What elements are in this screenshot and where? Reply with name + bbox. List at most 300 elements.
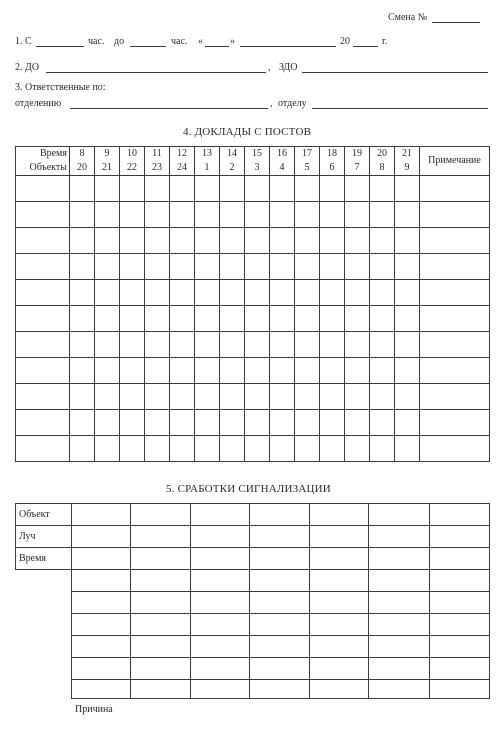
note-header: Примечание: [420, 147, 490, 176]
table-cell[interactable]: [191, 658, 250, 680]
table-cell[interactable]: [170, 436, 195, 462]
table-cell[interactable]: [345, 202, 370, 228]
table-cell[interactable]: [320, 306, 345, 332]
table-cell[interactable]: [430, 548, 490, 570]
table-cell[interactable]: [270, 358, 295, 384]
zdo-label: ЗДО: [279, 62, 298, 73]
time-header: Время: [16, 147, 70, 162]
table-cell[interactable]: [131, 570, 191, 592]
table-cell[interactable]: [220, 436, 245, 462]
table-cell[interactable]: [345, 306, 370, 332]
table-cell[interactable]: [270, 384, 295, 410]
table-cell[interactable]: [95, 280, 120, 306]
table-cell[interactable]: [430, 592, 490, 614]
year-prefix: 20: [340, 36, 350, 47]
table-cell[interactable]: [370, 306, 395, 332]
table-cell[interactable]: [250, 526, 310, 548]
table-cell[interactable]: [295, 228, 320, 254]
table-cell[interactable]: [195, 228, 220, 254]
table-cell[interactable]: [420, 358, 490, 384]
table-cell[interactable]: [95, 410, 120, 436]
table-cell[interactable]: [16, 202, 70, 228]
table-cell[interactable]: [345, 332, 370, 358]
table-cell[interactable]: [420, 254, 490, 280]
table-cell[interactable]: [145, 306, 170, 332]
table-cell[interactable]: [170, 384, 195, 410]
table-cell[interactable]: [370, 384, 395, 410]
blank-label-cell: [16, 680, 72, 699]
blank-label-cell: [16, 636, 72, 658]
table-cell[interactable]: [395, 358, 420, 384]
header-row-time: [16, 147, 490, 162]
table-cell[interactable]: [131, 658, 191, 680]
table-cell[interactable]: [345, 228, 370, 254]
table-cell[interactable]: [16, 410, 70, 436]
table-cell[interactable]: [270, 254, 295, 280]
table-cell[interactable]: [370, 332, 395, 358]
table-row: [16, 332, 490, 358]
table-cell[interactable]: [191, 636, 250, 658]
table-cell[interactable]: [245, 436, 270, 462]
table-cell[interactable]: [345, 358, 370, 384]
table-cell[interactable]: [191, 570, 250, 592]
table-cell[interactable]: [170, 202, 195, 228]
table-cell[interactable]: [120, 306, 145, 332]
table-cell[interactable]: [395, 202, 420, 228]
table-cell[interactable]: [310, 658, 369, 680]
table-cell[interactable]: [120, 254, 145, 280]
table-cell[interactable]: [310, 614, 369, 636]
section4-title: 4. ДОКЛАДЫ С ПОСТОВ: [183, 126, 312, 138]
table-cell[interactable]: [170, 280, 195, 306]
table-cell[interactable]: [16, 280, 70, 306]
table-cell[interactable]: [70, 384, 95, 410]
table-cell[interactable]: [195, 176, 220, 202]
table-cell[interactable]: [220, 254, 245, 280]
hour-top-8: 16: [270, 147, 295, 162]
table-cell[interactable]: [320, 410, 345, 436]
hour-label-1: час.: [88, 36, 105, 47]
table-cell[interactable]: [131, 504, 191, 526]
table-cell[interactable]: [170, 228, 195, 254]
hour-top-4: 12: [170, 147, 195, 162]
table-cell[interactable]: [250, 504, 310, 526]
table-cell[interactable]: [145, 358, 170, 384]
table-cell[interactable]: [345, 410, 370, 436]
table-cell[interactable]: [395, 176, 420, 202]
table-cell[interactable]: [420, 384, 490, 410]
hour-bottom-9: 5: [295, 161, 320, 176]
table-row: [16, 526, 490, 548]
table-cell[interactable]: [72, 526, 131, 548]
table-cell[interactable]: [320, 384, 345, 410]
table-cell[interactable]: [310, 526, 369, 548]
table-cell[interactable]: [395, 332, 420, 358]
table-cell[interactable]: [16, 436, 70, 462]
table-cell[interactable]: [145, 254, 170, 280]
quote-open: «: [198, 36, 203, 47]
table-cell[interactable]: [70, 280, 95, 306]
table-cell[interactable]: [420, 332, 490, 358]
table-cell[interactable]: [16, 332, 70, 358]
table-cell[interactable]: [420, 410, 490, 436]
table-cell[interactable]: [320, 436, 345, 462]
table-cell[interactable]: [95, 358, 120, 384]
post-reports-table: [15, 146, 490, 462]
table-cell[interactable]: [370, 228, 395, 254]
table-cell[interactable]: [395, 254, 420, 280]
table-cell[interactable]: [420, 280, 490, 306]
table-row: [16, 384, 490, 410]
hour-bottom-0: 20: [70, 161, 95, 176]
table-cell[interactable]: [420, 202, 490, 228]
table-cell[interactable]: [295, 306, 320, 332]
table-cell[interactable]: [145, 280, 170, 306]
table-cell[interactable]: [131, 592, 191, 614]
table-cell[interactable]: [245, 280, 270, 306]
table-cell[interactable]: [195, 202, 220, 228]
table-cell[interactable]: [430, 680, 490, 699]
table-cell[interactable]: [245, 228, 270, 254]
table-cell[interactable]: [369, 526, 430, 548]
table-cell[interactable]: [16, 306, 70, 332]
hour-bottom-12: 8: [370, 161, 395, 176]
table-cell[interactable]: [310, 548, 369, 570]
table-cell[interactable]: [72, 504, 131, 526]
table-cell[interactable]: [345, 176, 370, 202]
from-hour-field[interactable]: [36, 46, 84, 47]
table-cell[interactable]: [369, 636, 430, 658]
hour-top-9: 17: [295, 147, 320, 162]
table-cell[interactable]: [120, 384, 145, 410]
table-cell[interactable]: [70, 358, 95, 384]
table-cell[interactable]: [195, 332, 220, 358]
table-cell[interactable]: [170, 254, 195, 280]
hour-top-10: 18: [320, 147, 345, 162]
table-cell[interactable]: [72, 680, 131, 699]
table-cell[interactable]: [369, 680, 430, 699]
table-cell[interactable]: [191, 680, 250, 699]
table-cell[interactable]: [16, 254, 70, 280]
table-cell[interactable]: [295, 384, 320, 410]
table-cell[interactable]: [120, 358, 145, 384]
table-cell[interactable]: [191, 526, 250, 548]
table-cell[interactable]: [320, 358, 345, 384]
table-cell[interactable]: [72, 592, 131, 614]
table-cell[interactable]: [72, 548, 131, 570]
line1-prefix: 1. С: [15, 36, 32, 47]
division-field[interactable]: [312, 108, 488, 109]
table-cell[interactable]: [145, 202, 170, 228]
table-cell[interactable]: [250, 658, 310, 680]
table-cell[interactable]: [16, 358, 70, 384]
to-hour-field[interactable]: [130, 46, 166, 47]
table-cell[interactable]: [72, 636, 131, 658]
table-cell[interactable]: [145, 436, 170, 462]
table-cell[interactable]: [295, 410, 320, 436]
table-cell[interactable]: [395, 280, 420, 306]
table-cell[interactable]: [120, 332, 145, 358]
table-cell[interactable]: [270, 280, 295, 306]
objects-header: Объекты: [16, 161, 70, 176]
table-cell[interactable]: [295, 202, 320, 228]
table-cell[interactable]: [131, 680, 191, 699]
table-cell[interactable]: [95, 202, 120, 228]
table-row: [16, 228, 490, 254]
table-cell[interactable]: [395, 306, 420, 332]
table-cell[interactable]: [420, 228, 490, 254]
table-cell[interactable]: [420, 436, 490, 462]
table-cell[interactable]: [320, 254, 345, 280]
table-cell[interactable]: [245, 176, 270, 202]
table-cell[interactable]: [170, 410, 195, 436]
table-cell[interactable]: [295, 358, 320, 384]
table-cell[interactable]: [245, 410, 270, 436]
day-field[interactable]: [205, 46, 229, 47]
table-cell[interactable]: [220, 384, 245, 410]
table-cell[interactable]: [345, 254, 370, 280]
comma-1: ,: [268, 62, 271, 73]
table-cell[interactable]: [310, 636, 369, 658]
department-field[interactable]: [70, 108, 268, 109]
table-cell[interactable]: [310, 592, 369, 614]
table-cell[interactable]: [195, 358, 220, 384]
table-cell[interactable]: [220, 202, 245, 228]
table-cell[interactable]: [320, 176, 345, 202]
hour-top-6: 14: [220, 147, 245, 162]
table-cell[interactable]: [220, 306, 245, 332]
blank-label-cell: [16, 592, 72, 614]
table-row: [16, 570, 490, 592]
table-row: [16, 636, 490, 658]
hour-bottom-10: 6: [320, 161, 345, 176]
table-cell[interactable]: [220, 410, 245, 436]
table-cell[interactable]: [245, 202, 270, 228]
table-cell[interactable]: [195, 410, 220, 436]
table-cell[interactable]: [320, 228, 345, 254]
table-cell[interactable]: [131, 614, 191, 636]
table-cell[interactable]: [250, 570, 310, 592]
table-cell[interactable]: [245, 358, 270, 384]
table-row: [16, 254, 490, 280]
table-cell[interactable]: [369, 614, 430, 636]
table-cell[interactable]: [95, 332, 120, 358]
table-cell[interactable]: [120, 228, 145, 254]
table-cell[interactable]: [72, 658, 131, 680]
table-cell[interactable]: [131, 636, 191, 658]
table-cell[interactable]: [345, 280, 370, 306]
table-cell[interactable]: [370, 436, 395, 462]
table-cell[interactable]: [70, 254, 95, 280]
alarm-triggers-table: [15, 503, 490, 699]
table-cell[interactable]: [72, 570, 131, 592]
table-cell[interactable]: [70, 228, 95, 254]
table-cell[interactable]: [345, 436, 370, 462]
table-cell[interactable]: [430, 504, 490, 526]
table-cell[interactable]: [310, 504, 369, 526]
table-cell[interactable]: [295, 176, 320, 202]
table-cell[interactable]: [145, 332, 170, 358]
table-cell[interactable]: [16, 228, 70, 254]
table-cell[interactable]: [420, 176, 490, 202]
table-cell[interactable]: [370, 280, 395, 306]
table-cell[interactable]: [369, 548, 430, 570]
row-label: Луч: [16, 526, 72, 548]
table-cell[interactable]: [191, 504, 250, 526]
table-cell[interactable]: [250, 680, 310, 699]
table-cell[interactable]: [310, 570, 369, 592]
table-cell[interactable]: [245, 384, 270, 410]
table-cell[interactable]: [395, 384, 420, 410]
table-cell[interactable]: [95, 228, 120, 254]
table-cell[interactable]: [270, 410, 295, 436]
department-label: отделению: [15, 98, 62, 109]
table-cell[interactable]: [430, 526, 490, 548]
table-cell[interactable]: [295, 332, 320, 358]
table-cell[interactable]: [72, 614, 131, 636]
table-cell[interactable]: [220, 332, 245, 358]
shift-number-field[interactable]: [432, 22, 480, 23]
hour-bottom-5: 1: [195, 161, 220, 176]
table-cell[interactable]: [145, 176, 170, 202]
month-field[interactable]: [240, 46, 336, 47]
table-cell[interactable]: [250, 636, 310, 658]
table-cell[interactable]: [16, 176, 70, 202]
table-cell[interactable]: [320, 202, 345, 228]
hour-bottom-7: 3: [245, 161, 270, 176]
table-cell[interactable]: [370, 358, 395, 384]
table-row: [16, 592, 490, 614]
table-cell[interactable]: [120, 436, 145, 462]
table-cell[interactable]: [191, 592, 250, 614]
table-cell[interactable]: [195, 254, 220, 280]
table-row: [16, 358, 490, 384]
table-cell[interactable]: [369, 504, 430, 526]
table-cell[interactable]: [270, 228, 295, 254]
table-cell[interactable]: [270, 436, 295, 462]
table-cell[interactable]: [270, 202, 295, 228]
table-cell[interactable]: [220, 176, 245, 202]
table-cell[interactable]: [70, 306, 95, 332]
table-cell[interactable]: [395, 410, 420, 436]
to-label: до: [114, 36, 125, 47]
table-cell[interactable]: [120, 410, 145, 436]
table-cell[interactable]: [320, 332, 345, 358]
table-cell[interactable]: [345, 384, 370, 410]
table-cell[interactable]: [220, 280, 245, 306]
hour-bottom-1: 21: [95, 161, 120, 176]
table-cell[interactable]: [430, 614, 490, 636]
table-cell[interactable]: [245, 254, 270, 280]
hour-top-5: 13: [195, 147, 220, 162]
table-cell[interactable]: [70, 202, 95, 228]
table-cell[interactable]: [220, 358, 245, 384]
section5-title: 5. СРАБОТКИ СИГНАЛИЗАЦИИ: [166, 483, 331, 495]
table-cell[interactable]: [320, 280, 345, 306]
hour-top-11: 19: [345, 147, 370, 162]
table-cell[interactable]: [420, 306, 490, 332]
table-cell[interactable]: [270, 306, 295, 332]
row-label: Время: [16, 548, 72, 570]
hour-bottom-4: 24: [170, 161, 195, 176]
table-cell[interactable]: [370, 410, 395, 436]
table-cell[interactable]: [370, 254, 395, 280]
table-cell[interactable]: [95, 436, 120, 462]
table-cell[interactable]: [95, 306, 120, 332]
hour-bottom-13: 9: [395, 161, 420, 176]
table-cell[interactable]: [170, 306, 195, 332]
table-cell[interactable]: [295, 436, 320, 462]
table-cell[interactable]: [120, 280, 145, 306]
table-cell[interactable]: [70, 410, 95, 436]
table-cell[interactable]: [131, 548, 191, 570]
table-cell[interactable]: [70, 176, 95, 202]
table-cell[interactable]: [16, 384, 70, 410]
table-cell[interactable]: [295, 280, 320, 306]
do-field[interactable]: [46, 72, 266, 73]
table-cell[interactable]: [220, 228, 245, 254]
table-cell[interactable]: [430, 570, 490, 592]
table-cell[interactable]: [195, 436, 220, 462]
table-cell[interactable]: [245, 332, 270, 358]
table-cell[interactable]: [145, 384, 170, 410]
table-cell[interactable]: [430, 658, 490, 680]
table-cell[interactable]: [430, 636, 490, 658]
table-cell[interactable]: [195, 384, 220, 410]
table-cell[interactable]: [195, 280, 220, 306]
table-cell[interactable]: [369, 570, 430, 592]
table-cell[interactable]: [395, 228, 420, 254]
table-cell[interactable]: [170, 358, 195, 384]
table-cell[interactable]: [145, 228, 170, 254]
table-cell[interactable]: [395, 436, 420, 462]
year-field[interactable]: [353, 46, 378, 47]
table-cell[interactable]: [270, 176, 295, 202]
header-row-objects: [16, 161, 490, 176]
comma-2: ,: [270, 98, 273, 109]
table-row: [16, 176, 490, 202]
table-cell[interactable]: [370, 202, 395, 228]
table-cell[interactable]: [191, 614, 250, 636]
table-cell[interactable]: [95, 254, 120, 280]
table-cell[interactable]: [95, 176, 120, 202]
table-cell[interactable]: [310, 680, 369, 699]
table-cell[interactable]: [369, 658, 430, 680]
table-cell[interactable]: [170, 176, 195, 202]
table-cell[interactable]: [370, 176, 395, 202]
table-cell[interactable]: [250, 548, 310, 570]
table-cell[interactable]: [250, 614, 310, 636]
table-cell[interactable]: [145, 410, 170, 436]
table-cell[interactable]: [95, 384, 120, 410]
table-cell[interactable]: [250, 592, 310, 614]
table-cell[interactable]: [131, 526, 191, 548]
table-cell[interactable]: [170, 332, 195, 358]
zdo-field[interactable]: [302, 72, 488, 73]
table-cell[interactable]: [70, 332, 95, 358]
table-cell[interactable]: [369, 592, 430, 614]
table-cell[interactable]: [270, 332, 295, 358]
hour-bottom-6: 2: [220, 161, 245, 176]
table-cell[interactable]: [70, 436, 95, 462]
table-cell[interactable]: [120, 202, 145, 228]
table-cell[interactable]: [195, 306, 220, 332]
table-cell[interactable]: [245, 306, 270, 332]
table-cell[interactable]: [120, 176, 145, 202]
hour-top-0: 8: [70, 147, 95, 162]
table-cell[interactable]: [191, 548, 250, 570]
table-cell[interactable]: [295, 254, 320, 280]
